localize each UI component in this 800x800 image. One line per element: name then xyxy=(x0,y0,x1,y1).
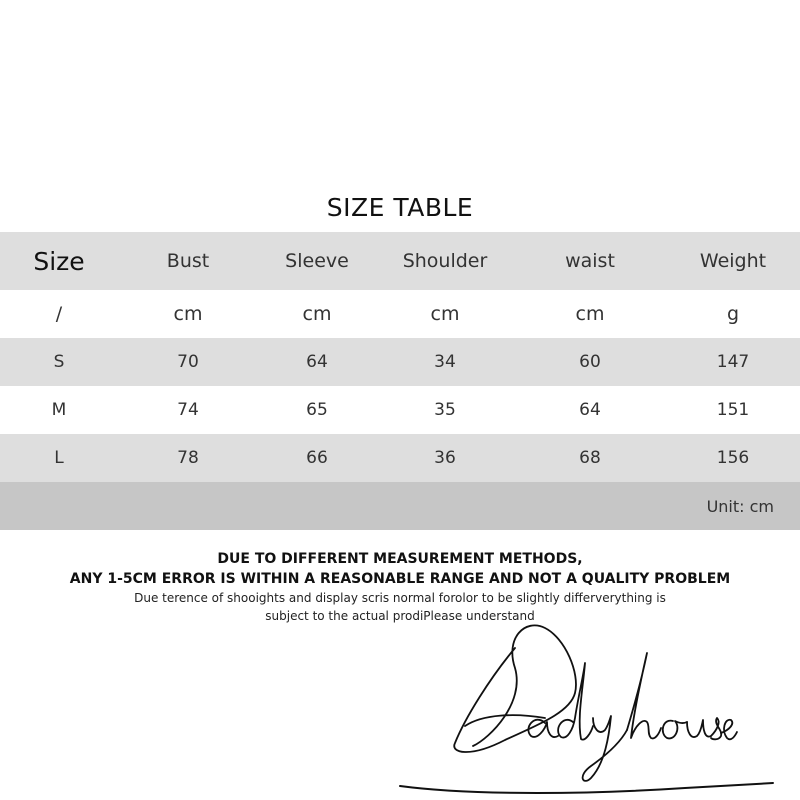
cell-shoulder: 36 xyxy=(434,448,456,468)
table-units-row xyxy=(0,290,800,338)
header-size: Size xyxy=(33,246,85,276)
table-row xyxy=(0,434,800,482)
notice-line-1: DUE TO DIFFERENT MEASUREMENT METHODS, xyxy=(217,551,583,567)
ladyhouse-signature-logo xyxy=(395,618,775,798)
header-shoulder: Shoulder xyxy=(402,250,488,272)
size-table xyxy=(0,232,800,530)
cell-weight: 156 xyxy=(716,448,750,468)
unit-shoulder: cm xyxy=(430,303,460,325)
cell-size: S xyxy=(53,352,65,372)
cell-sleeve: 66 xyxy=(306,448,328,468)
unit-note: Unit: cm xyxy=(706,496,774,516)
cell-size: L xyxy=(54,448,64,468)
unit-waist: cm xyxy=(575,303,605,325)
size-table-title: SIZE TABLE xyxy=(326,193,474,222)
cell-waist: 60 xyxy=(579,352,601,372)
cell-sleeve: 64 xyxy=(306,352,328,372)
header-waist: waist xyxy=(565,250,615,272)
unit-sleeve: cm xyxy=(302,303,332,325)
notice-line-3: Due terence of shooights and display scris normal forolor to be slightly differverything is xyxy=(134,591,666,605)
header-sleeve: Sleeve xyxy=(285,250,349,272)
unit-size: / xyxy=(55,303,63,325)
table-row xyxy=(0,338,800,386)
unit-weight: g xyxy=(726,303,740,325)
cell-size: M xyxy=(51,400,67,420)
header-bust: Bust xyxy=(166,250,210,272)
measurement-notice xyxy=(0,549,800,625)
notice-line-4: subject to the actual prodiPlease understand xyxy=(265,609,535,623)
header-weight: Weight xyxy=(699,250,767,272)
unit-bust: cm xyxy=(173,303,203,325)
table-row xyxy=(0,386,800,434)
cell-weight: 151 xyxy=(716,400,750,420)
cell-bust: 70 xyxy=(177,352,199,372)
cell-shoulder: 35 xyxy=(434,400,456,420)
cell-weight: 147 xyxy=(716,352,750,372)
cell-waist: 68 xyxy=(579,448,601,468)
cell-waist: 64 xyxy=(579,400,601,420)
cell-shoulder: 34 xyxy=(434,352,456,372)
cell-bust: 74 xyxy=(177,400,199,420)
cell-sleeve: 65 xyxy=(306,400,328,420)
table-header-row xyxy=(0,232,800,290)
unit-note-row xyxy=(0,482,800,530)
cell-bust: 78 xyxy=(177,448,199,468)
notice-line-2: ANY 1-5CM ERROR IS WITHIN A REASONABLE RANGE AND NOT A QUALITY PROBLEM xyxy=(69,571,731,587)
